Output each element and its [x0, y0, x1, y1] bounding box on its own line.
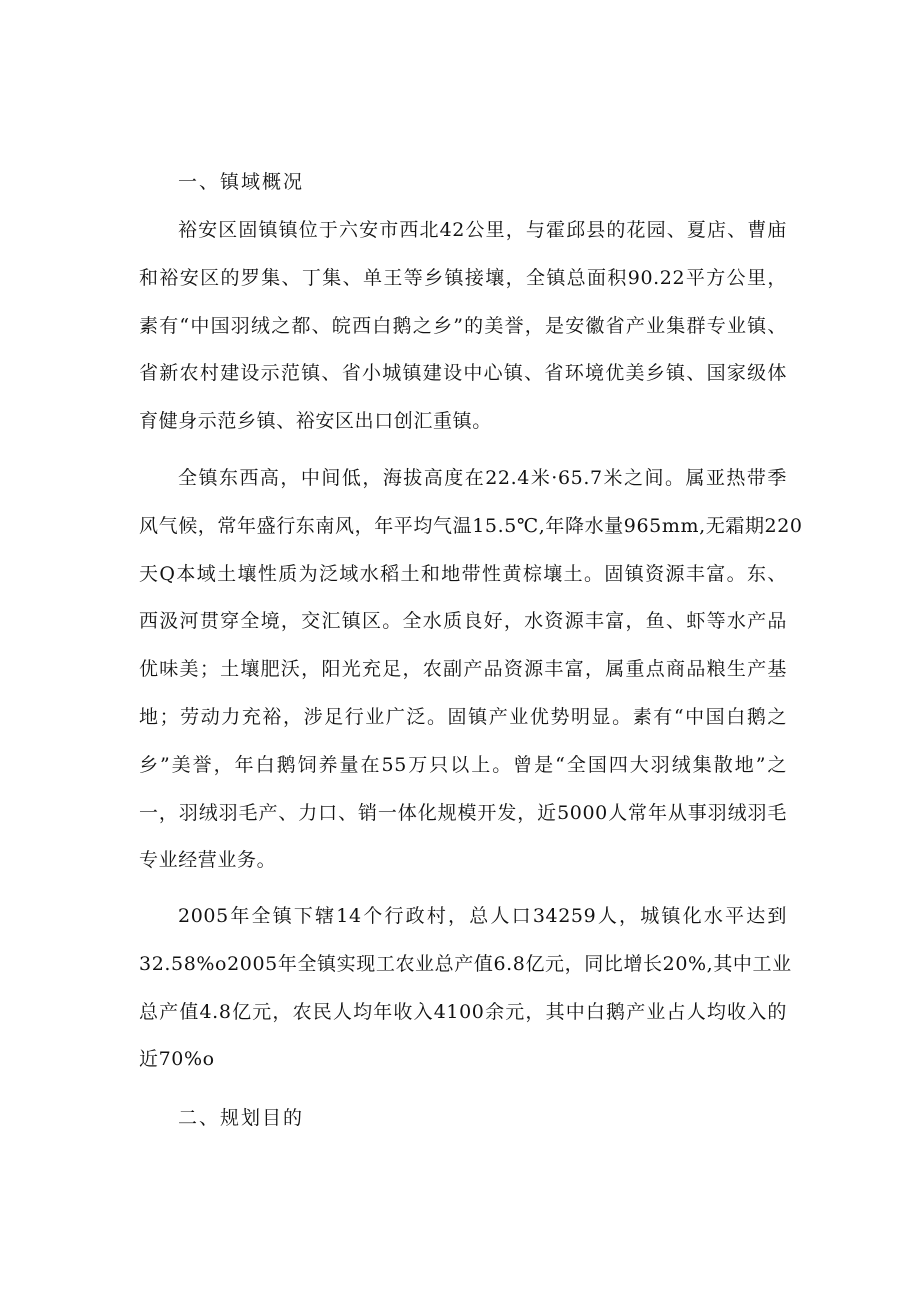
text-line: 乡”美誉，年白鹅饲养量在55万只以上。曾是“全国四大羽绒集散地”之: [139, 753, 787, 776]
text-line: 育健身示范乡镇、裕安区出口创汇重镇。: [139, 410, 492, 433]
text-line: 省新农村建设示范镇、省小城镇建设中心镇、省环境优美乡镇、国家级体: [139, 362, 787, 385]
text-line: 32.58%o2005年全镇实现工农业总产值6.8亿元，同比增长20%,其中工业: [139, 952, 792, 975]
text-line: 和裕安区的罗集、丁集、单王等乡镇接壤，全镇总面积90.22平方公里，: [139, 266, 787, 289]
section-heading-overview: 一、镇域概况: [178, 171, 305, 193]
paragraph-statistics: [139, 904, 792, 1095]
paragraph-location: [139, 218, 787, 457]
text-line: 2005年全镇下辖14个行政村，总人口34259人，城镇化水平达到: [178, 905, 787, 927]
text-line: 一，羽绒羽毛产、力口、销一体化规模开发，近5000人常年从事羽绒羽毛: [139, 801, 787, 824]
text-line: 风气候，常年盛行东南风，年平均气温15.5℃,年降水量965mm,无霜期220: [139, 514, 803, 537]
paragraph-geography: [139, 466, 803, 896]
section-heading-planning-purpose: 二、规划目的: [178, 1107, 305, 1129]
text-line: 总产值4.8亿元，农民人均年收入4100余元，其中白鹅产业占人均收入的: [139, 1000, 787, 1023]
text-line: 近70%o: [139, 1048, 215, 1071]
text-line: 地；劳动力充裕，涉足行业广泛。固镇产业优势明显。素有“中国白鹅之: [139, 705, 787, 728]
text-line: 专业经营业务。: [139, 849, 277, 872]
text-line: 西汲河贯穿全境，交汇镇区。全水质良好，水资源丰富，鱼、虾等水产品: [139, 610, 787, 633]
text-line: 裕安区固镇镇位于六安市西北42公里，与霍邱县的花园、夏店、曹庙: [178, 219, 787, 241]
text-line: 天Q本域土壤性质为泛域水稻土和地带性黄棕壤土。固镇资源丰富。东、: [139, 562, 787, 585]
text-line: 素有“中国羽绒之都、皖西白鹅之乡”的美誉，是安徽省产业集群专业镇、: [139, 314, 787, 337]
text-line: 全镇东西高，中间低，海拔高度在22.4米·65.7米之间。属亚热带季: [178, 467, 787, 489]
text-line: 优味美；土壤肥沃，阳光充足，农副产品资源丰富，属重点商品粮生产基: [139, 658, 787, 681]
